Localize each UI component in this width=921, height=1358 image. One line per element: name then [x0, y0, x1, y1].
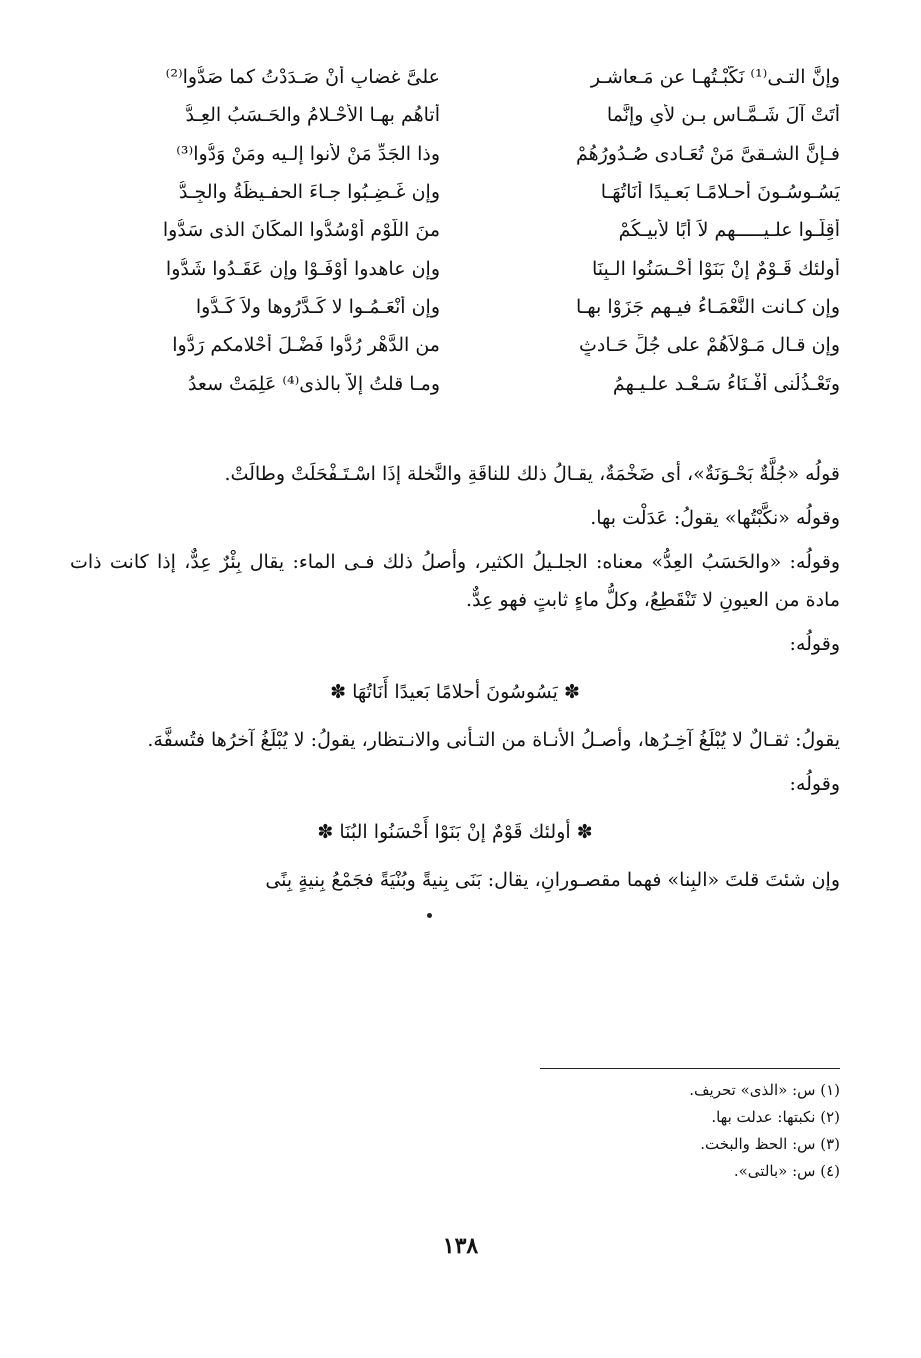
verse-first-hemistich: يَسُـوسُـونَ أحـلامًـا بَعـيدًا أَنَاتُهَـا	[600, 181, 840, 204]
verse-first-hemistich: وإن كـانت النَّعْمَـاءُ فيـهم جَزَوْا بهـا	[575, 295, 840, 318]
verse-first-hemistich: وتَعْـذُلُنى أَفْـنَاءُ سَـعْـد علـيـهمُ	[612, 372, 840, 395]
poem-verse	[70, 364, 840, 402]
poem-verse	[70, 135, 840, 173]
verse-second-hemistich: منَ اللَّوْمِ أَوْسُدُّوا المكَانَ الذى سَدُّوا	[162, 219, 440, 242]
footnote: (١) س: «الذى» تحريف.	[689, 1081, 840, 1099]
verse-first-hemistich: وإن قـال مَـوْلاَهُمْ على جُلِّ حَـادثٍ	[579, 334, 840, 357]
commentary-paragraph: وقولُه:	[789, 633, 840, 655]
poem-verse	[70, 288, 840, 326]
commentary-paragraph: وقولُه: «والحَسَبُ العِدُّ» معناه: الجلـيلُ الكثير، وأصلُ ذلك فـى الماء: يقال بِئْرٌ عِدٌّ، إذا كانت ذات مادة من العيونِ لا تَنْقَطِعُ، وكلُّ ماءٍ ثابتٍ فهو عِدٌّ.	[70, 551, 840, 611]
footnote-separator	[540, 1068, 840, 1069]
commentary-paragraph: قولُه «جُلَّةٌ بَحْـوَنَةٌ»، أى ضَخْمَةٌ، يقـالُ ذلك للناقَةِ والنَّخلة إذَا اسْـتَـفْحَلَتْ وطالَتْ.	[224, 463, 840, 485]
verse-first-hemistich: وإنَّ التـى⁽¹⁾ نَكَّبْـتُهـا عن مَـعاشـرٍ	[590, 66, 840, 89]
verse-second-hemistich: أتاهُم بهـا الأحْـلامُ والحَـسَبُ العِـدُّ	[185, 104, 440, 127]
poem-verse	[70, 58, 840, 96]
poem-verse	[70, 173, 840, 211]
poem	[70, 58, 840, 403]
verse-first-hemistich: أَتَتْ آلَ شَـمَّـاسِ بـنِ لأْىٍ وإنَّما	[606, 104, 840, 127]
poem-verse	[70, 211, 840, 249]
verse-second-hemistich: ومـا قلتُ إلاَّ بالذى⁽⁴⁾ عَلِمَتْ سعدُ	[187, 372, 440, 395]
footnote: (٤) س: «بالتى».	[733, 1162, 840, 1180]
verse-first-hemistich: أُولئك قَـوْمٌ إنْ بَنَوْا أَحْـسَنُوا الـبِنَا	[591, 257, 840, 280]
page-number: ١٣٨	[442, 1233, 479, 1259]
verse-second-hemistich: علىَّ غضابٍ أنْ صَـدَدْتُ كما صَدُّوا⁽²⁾	[165, 66, 440, 89]
verse-first-hemistich: فـإنَّ الشـقىَّ مَنْ تُعَـادى صُـدُورُهُمْ	[575, 142, 840, 165]
verse-second-hemistich: وإن أنْعَـمُـوا لا كَـدَّرُوها ولاَ كَـدُّوا	[195, 295, 440, 318]
poem-verse	[70, 96, 840, 134]
footnote: (٣) س: الحظ والبخت.	[700, 1135, 840, 1153]
verse-second-hemistich: من الدَّهْرِ رُدُّوا فَضْـلَ أَحْلامكم رَدُّوا	[172, 334, 440, 357]
quoted-hemistich: ✽ يَسُوسُونَ أحلامًا بَعيدًا أَنَاتُهَا ✽	[330, 681, 580, 703]
poem-verse	[70, 249, 840, 287]
stray-dot-mark	[427, 913, 432, 918]
poem-verse	[70, 326, 840, 364]
verse-second-hemistich: وذا الجَدِّ مَنْ لأنوا إلـيه ومَنْ وَدُّوا⁽³⁾	[176, 142, 440, 165]
verse-second-hemistich: وإن غَـضِـبُوا جـاءَ الحفـيظَةُ والجِـدُّ	[178, 181, 440, 204]
verse-first-hemistich: أَقِلُّـوا علـيـــــهم لاَ أَبًا لأبيـكُمْ	[618, 219, 840, 242]
commentary-paragraph: يقولُ: ثقـالٌ لا يُبْلَغُ آخِـرُها، وأصـلُ الأنـاة من التـأنى والانـتظار، يقولُ: لا يُبْلَغُ آخرُها فتُسفَّهَ.	[147, 729, 840, 751]
commentary-paragraph: وقولُه «نكَّبْتُها» يقولُ: عَدَلْت بها.	[590, 507, 840, 529]
quoted-hemistich: ✽ أولئك قَوْمٌ إنْ بَنَوْا أَحْسَنُوا البُنَا ✽	[317, 821, 593, 843]
footnote: (٢) نكبتها: عدلت بها.	[711, 1108, 840, 1126]
commentary	[70, 455, 840, 905]
commentary-paragraph: وإن شئتَ قلتَ «البِنا» فهما مقصـورانِ، يقال: بَنَى بِنيةً وبُنْيَةً فجَمْعُ بِنيةٍ بِنًى	[265, 869, 840, 891]
commentary-paragraph: وقولُه:	[789, 773, 840, 795]
footnotes	[500, 1077, 840, 1185]
verse-second-hemistich: وإن عاهدوا أوْفَـوْا وإن عَقَـدُوا شَدُّوا	[165, 257, 440, 280]
